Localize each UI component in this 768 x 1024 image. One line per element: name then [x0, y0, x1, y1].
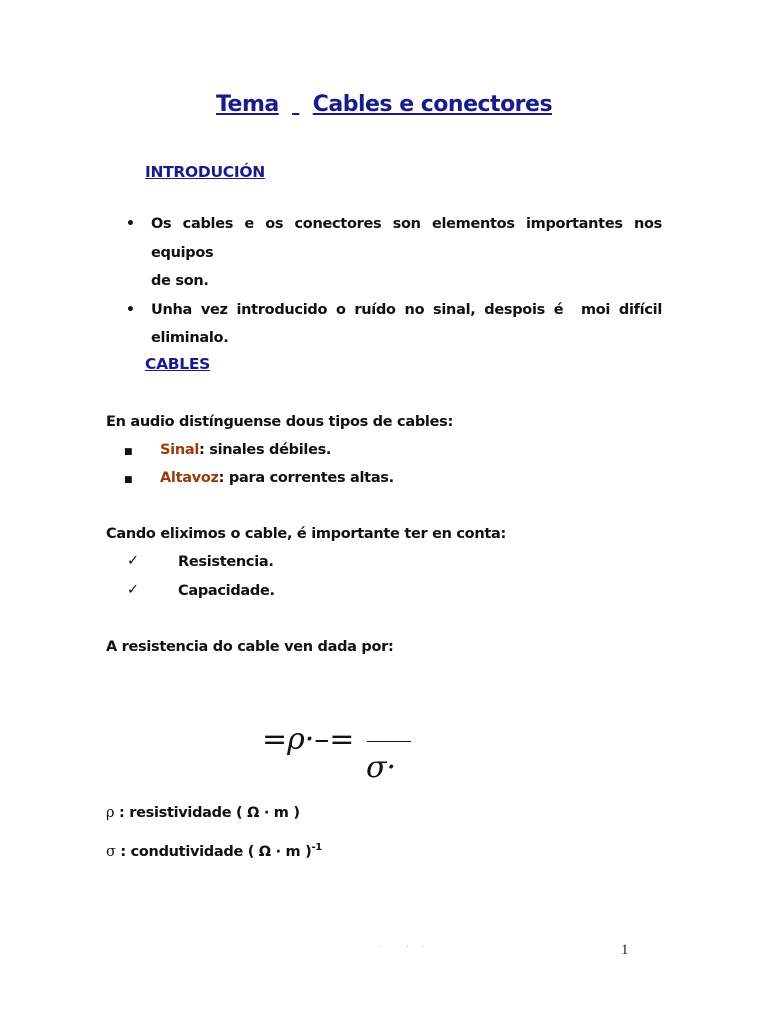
fraction-bar	[367, 741, 411, 742]
intro-bullet-list	[126, 210, 662, 353]
rho-symbol: ρ	[106, 805, 115, 821]
title-part2: Cables e conectores	[312, 92, 553, 117]
square-bullet-icon: ■	[124, 475, 133, 485]
title-part1: Tema	[215, 92, 279, 117]
resistance-intro: A resistencia do cable ven dada por:	[106, 639, 394, 655]
cable-type-term: Sinal	[160, 442, 199, 458]
conductivity-definition: σ : condutividade ( Ω · m )$^{-1}$	[106, 842, 322, 860]
page-number: 1	[621, 942, 629, 958]
formula-denominator: σ·	[366, 750, 397, 785]
list-item: Capacidade.	[178, 583, 275, 599]
bullet-dot-icon: •	[126, 301, 135, 318]
checkmark-icon: ✓	[127, 582, 139, 598]
exponent: -1	[311, 842, 322, 853]
cable-type-desc: : para correntes altas.	[218, 470, 394, 486]
sigma-symbol: σ	[106, 843, 116, 860]
list-item: Resistencia.	[178, 554, 274, 570]
resistivity-definition: ρ : resistividade ( Ω · m )	[106, 805, 300, 821]
list-item	[160, 470, 394, 486]
footer-dots: . . .	[378, 940, 424, 949]
cable-type-desc: : sinales débiles.	[199, 442, 332, 458]
cable-type-term: Altavoz	[160, 470, 219, 486]
resistance-formula	[262, 722, 422, 792]
cable-types-intro: En audio distínguense dous tipos de cables:	[106, 414, 453, 430]
formula-numerator: =ρ·–=	[262, 722, 355, 757]
list-item	[160, 442, 331, 458]
list-item: • Unha vez introducido o ruído no sinal, despois é moi difícil eliminalo.	[126, 296, 662, 353]
cables-heading: CABLES	[145, 355, 211, 373]
checkmark-icon: ✓	[127, 553, 139, 569]
page-title	[0, 92, 768, 117]
cable-choice-intro: Cando eliximos o cable, é importante ter en conta:	[106, 526, 506, 542]
square-bullet-icon: ■	[124, 447, 133, 457]
list-item: • Os cables e os conectores son elementos importantes nos equipos de son.	[126, 210, 662, 296]
bullet-dot-icon: •	[126, 216, 135, 232]
intro-heading: INTRODUCIÓN	[145, 163, 265, 181]
